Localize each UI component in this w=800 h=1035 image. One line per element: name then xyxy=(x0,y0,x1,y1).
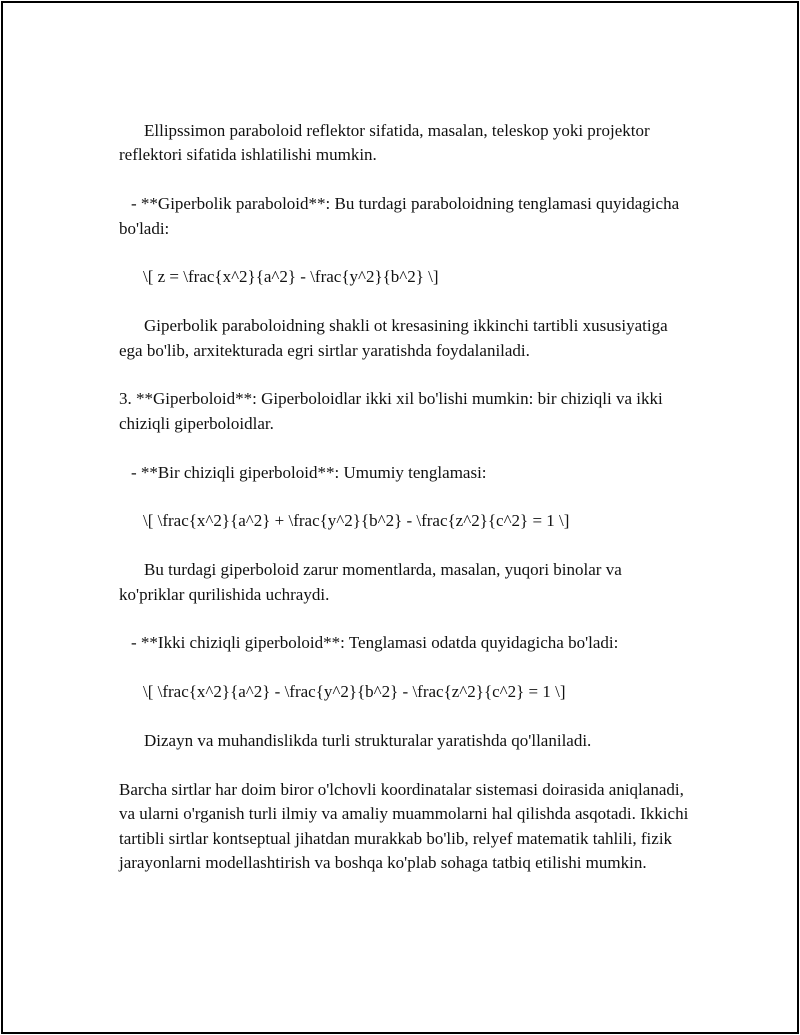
numbered-item-hyperboloid: 3. **Giperboloid**: Giperboloidlar ikki xil bo'lishi mumkin: bir chiziqli va ikki chiziqli giperboloidlar. xyxy=(119,389,663,433)
formula-two-sheet-hyperboloid: \[ \frac{x^2}{a^2} - \frac{y^2}{b^2} - \frac{z^2}{c^2} = 1 \] xyxy=(143,682,566,702)
bullet-hyperbolic-paraboloid: - **Giperbolik paraboloid**: Bu turdagi paraboloidning tenglamasi quyidagicha bo'ladi: xyxy=(119,194,680,238)
paragraph-ellipsoid-use: Ellipssimon paraboloid reflektor sifatida, masalan, teleskop yoki projektor reflektori sifatida ishlatilishi mumkin. xyxy=(119,121,650,165)
formula-hyperbolic-paraboloid: \[ z = \frac{x^2}{a^2} - \frac{y^2}{b^2} \] xyxy=(143,267,439,287)
paragraph-summary: Barcha sirtlar har doim biror o'lchovli koordinatalar sistemasi doirasida aniqlanadi, va ularni o'rganish turli ilmiy va amaliy muammolarni hal qilishda asqotadi. Ikkichi tartibli sirtlar kontseptual jihatdan murakkab bo'lib, relyef matematik tahlili, fizik jarayonlarni modellashtirish va boshqa ko'plab sohaga tatbiq etilishi mumkin. xyxy=(119,779,689,873)
document-page xyxy=(1,1,799,1034)
bullet-two-sheet-hyperboloid: - **Ikki chiziqli giperboloid**: Tenglamasi odatda quyidagicha bo'ladi: xyxy=(131,633,619,653)
paragraph-one-sheet-hyperboloid-use: Bu turdagi giperboloid zarur momentlarda, masalan, yuqori binolar va ko'priklar qurilishida uchraydi. xyxy=(119,560,622,604)
bullet-one-sheet-hyperboloid: - **Bir chiziqli giperboloid**: Umumiy tenglamasi: xyxy=(131,462,487,482)
paragraph-hyperbolic-paraboloid-use: Giperbolik paraboloidning shakli ot kresasining ikkinchi tartibli xususiyatiga ega bo'lib, arxitekturada egri sirtlar yaratishda foydalaniladi. xyxy=(119,316,668,360)
document-body xyxy=(119,119,689,900)
formula-one-sheet-hyperboloid: \[ \frac{x^2}{a^2} + \frac{y^2}{b^2} - \frac{z^2}{c^2} = 1 \] xyxy=(143,511,570,531)
paragraph-two-sheet-hyperboloid-use: Dizayn va muhandislikda turli strukturalar yaratishda qo'llaniladi. xyxy=(144,731,592,750)
